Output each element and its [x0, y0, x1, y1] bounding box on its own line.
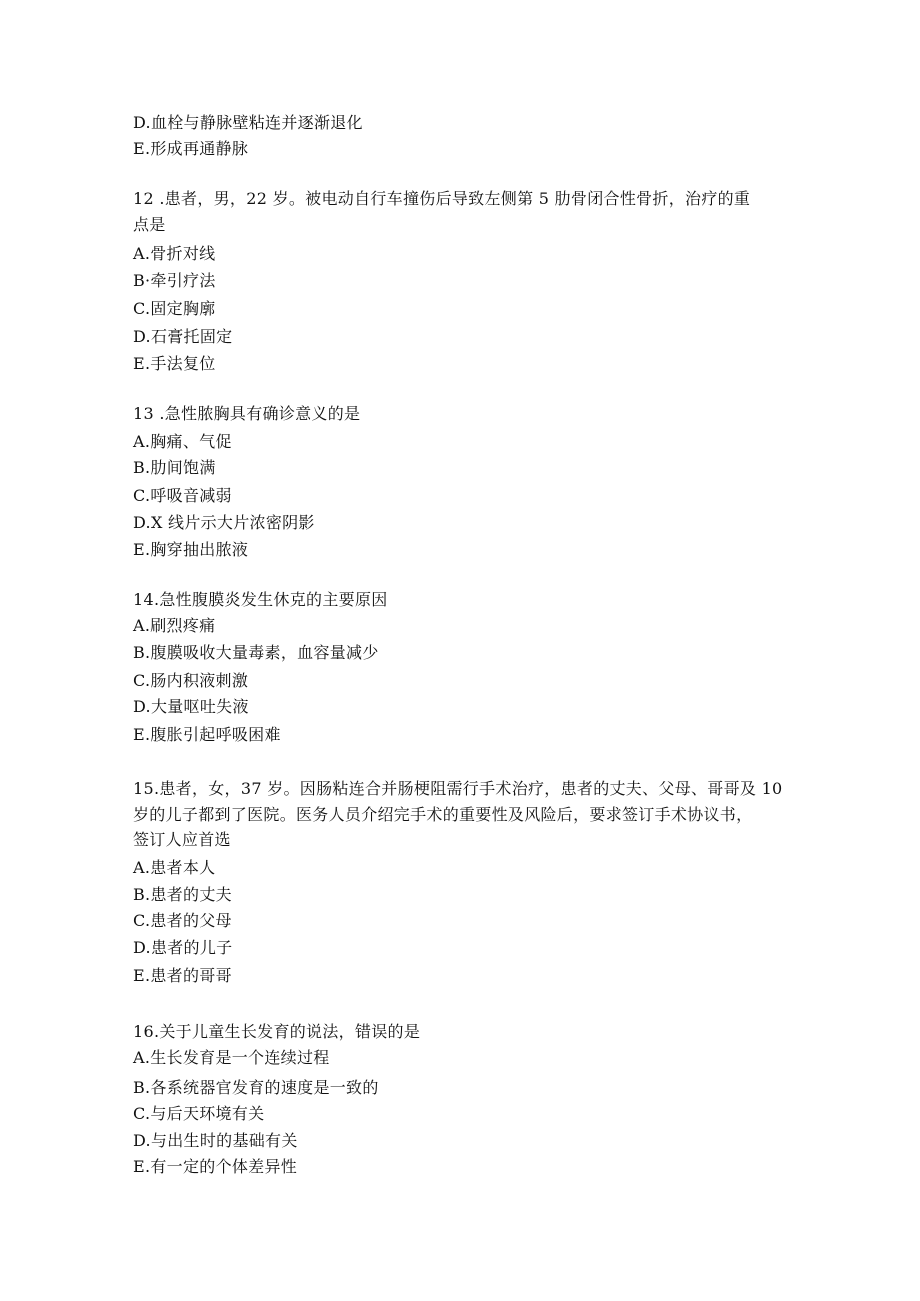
option-b: B·牵引疗法	[133, 271, 216, 290]
question-14-stem: 14.急性腹膜炎发生休克的主要原因	[133, 590, 388, 609]
option-d: D.大量呕吐失液	[133, 697, 249, 716]
option-d: D.石膏托固定	[133, 327, 233, 346]
option-d: D.血栓与静脉壁粘连并逐渐退化	[133, 113, 363, 132]
question-15-stem: 15.患者，女，37 岁。因肠粘连合并肠梗阻需行手术治疗，患者的丈夫、父母、哥哥及 10	[133, 779, 783, 798]
option-d: D.患者的儿子	[133, 938, 233, 957]
option-e: E.腹胀引起呼吸困难	[133, 725, 281, 744]
option-c: C.固定胸廓	[133, 299, 216, 318]
option-c: C.肠内积液刺激	[133, 671, 249, 690]
option-b: B.患者的丈夫	[133, 885, 232, 904]
option-b: B.腹膜吸收大量毒素，血容量减少	[133, 643, 379, 662]
question-13-stem: 13 .急性脓胸具有确诊意义的是	[133, 404, 361, 423]
option-c: C.患者的父母	[133, 911, 232, 930]
question-15-stem-cont: 签订人应首选	[133, 830, 231, 849]
option-d: D.X 线片示大片浓密阴影	[133, 513, 315, 532]
option-c: C.呼吸音减弱	[133, 486, 232, 505]
question-12-stem: 12 .患者，男，22 岁。被电动自行车撞伤后导致左侧第 5 肋骨闭合性骨折，治疗的重	[133, 189, 751, 208]
option-c: C.与后天环境有关	[133, 1104, 265, 1123]
option-a: A.胸痛、气促	[133, 432, 232, 451]
option-e: E.有一定的个体差异性	[133, 1157, 298, 1176]
option-b: B.各系统器官发育的速度是一致的	[133, 1078, 379, 1097]
option-a: A.刷烈疼痛	[133, 616, 216, 635]
option-a: A.骨折对线	[133, 244, 216, 263]
option-a: A.患者本人	[133, 858, 216, 877]
option-b: B.肋间饱满	[133, 458, 216, 477]
question-12-stem-cont: 点是	[133, 215, 166, 234]
question-16-stem: 16.关于儿童生长发育的说法，错误的是	[133, 1022, 421, 1041]
option-e: E.形成再通静脉	[133, 139, 249, 158]
option-e: E.胸穿抽出脓液	[133, 540, 249, 559]
option-a: A.生长发育是一个连续过程	[133, 1048, 330, 1067]
option-e: E.患者的哥哥	[133, 966, 232, 985]
question-15-stem-cont: 岁的儿子都到了医院。医务人员介绍完手术的重要性及风险后，要求签订手术协议书，	[133, 805, 753, 824]
option-d: D.与出生时的基础有关	[133, 1131, 298, 1150]
option-e: E.手法复位	[133, 354, 216, 373]
